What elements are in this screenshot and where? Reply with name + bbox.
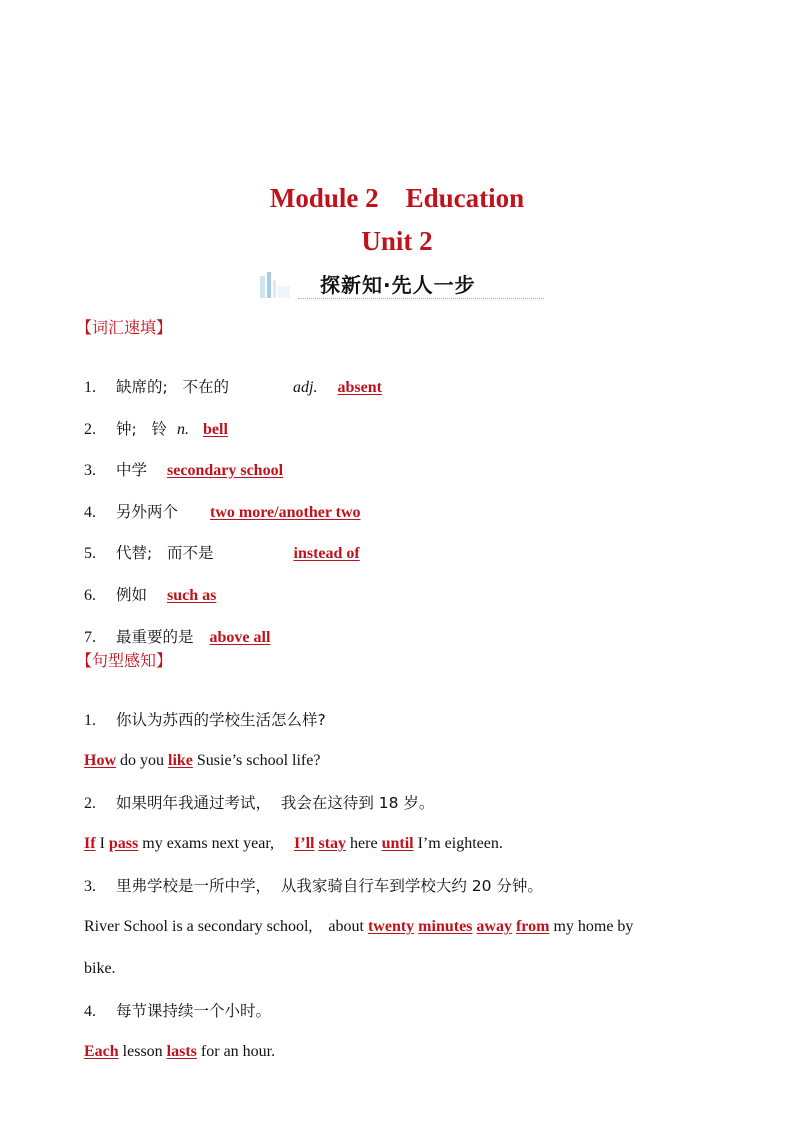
sentence-prompt — [76, 981, 271, 1022]
sentence-prompt — [76, 690, 326, 731]
answer: from — [515, 918, 550, 935]
sentence-text: I — [95, 835, 109, 852]
banner-bars-icon — [258, 270, 294, 298]
sentence-text: I’m eighteen. — [413, 835, 503, 852]
answer: stay — [318, 835, 347, 852]
sentence-chinese: 里弗学校是一所中学， 从我家骑自行车到学校大约 20 分钟。 — [116, 877, 543, 895]
answer: like — [168, 752, 193, 769]
item-number: 4. — [84, 504, 96, 521]
item-number: 6. — [84, 587, 96, 604]
sentence-text: my home by — [549, 918, 634, 935]
item-number: 4. — [84, 1003, 96, 1020]
sentence-text: River School is a secondary school, about — [84, 918, 368, 935]
sentence-text: for an hour. — [196, 1043, 276, 1060]
answer: Each — [84, 1043, 119, 1060]
item-chinese: 代替; 而不是 — [116, 544, 214, 562]
banner-text: 探新知·先人一步 — [320, 273, 476, 297]
sentence-text: here — [346, 835, 382, 852]
answer: bell — [203, 421, 228, 438]
section-banner — [258, 266, 548, 302]
item-chinese: 例如 — [116, 586, 148, 604]
sentence-prompt — [76, 856, 543, 897]
sentence-answer — [76, 1022, 275, 1062]
sentence-heading: 【句型感知】 — [76, 651, 173, 670]
sentence-text: bike. — [84, 960, 116, 977]
item-chinese: 中学 — [116, 461, 148, 479]
sentence-chinese: 如果明年我通过考试， 我会在这待到 18 岁。 — [116, 794, 435, 812]
vocab-item — [76, 357, 382, 398]
item-number: 2. — [84, 421, 96, 438]
sentence-answer-cont — [76, 939, 116, 979]
sentence-answer — [76, 897, 633, 937]
vocab-item — [76, 523, 360, 564]
part-of-speech: n. — [177, 421, 190, 438]
part-of-speech: adj. — [293, 379, 318, 396]
item-number: 1. — [84, 379, 96, 396]
answer: absent — [337, 379, 382, 396]
answer: twenty — [367, 918, 415, 935]
item-number: 7. — [84, 629, 96, 646]
module-title: Module 2 Education — [269, 183, 525, 213]
answer: How — [84, 752, 116, 769]
item-number: 1. — [84, 712, 96, 729]
sentence-answer — [76, 814, 503, 854]
item-number: 3. — [84, 462, 96, 479]
answer: until — [381, 835, 414, 852]
sentence-chinese: 你认为苏西的学校生活怎么样? — [116, 711, 326, 729]
vocab-item — [76, 440, 283, 481]
answer: lasts — [166, 1043, 197, 1060]
answer: I’ll — [294, 835, 315, 852]
answer: secondary school — [167, 462, 284, 479]
unit-title: Unit 2 — [361, 226, 433, 256]
sentence-answer — [76, 731, 320, 771]
answer: two more/another two — [210, 504, 361, 521]
answer: instead of — [293, 545, 360, 562]
sentence-text: Susie’s school life? — [192, 752, 321, 769]
item-chinese: 缺席的; 不在的 — [116, 378, 230, 396]
vocab-item — [76, 482, 361, 523]
item-chinese: 钟; 铃 — [116, 420, 168, 438]
item-number: 3. — [84, 878, 96, 895]
answer: such as — [167, 587, 217, 604]
item-number: 5. — [84, 545, 96, 562]
item-chinese: 另外两个 — [116, 503, 179, 521]
answer: away — [476, 918, 512, 935]
answer: minutes — [418, 918, 473, 935]
sentence-text: lesson — [118, 1043, 167, 1060]
item-chinese: 最重要的是 — [116, 628, 194, 646]
vocab-item — [76, 607, 270, 648]
item-number: 2. — [84, 795, 96, 812]
answer: above all — [209, 629, 271, 646]
sentence-text: my exams next year, — [138, 835, 295, 852]
vocab-item — [76, 399, 228, 440]
banner-underline — [298, 298, 544, 299]
sentence-prompt — [76, 773, 434, 814]
sentence-text: do you — [116, 752, 168, 769]
answer: pass — [108, 835, 139, 852]
answer: If — [84, 835, 96, 852]
vocab-heading: 【词汇速填】 — [76, 318, 173, 337]
vocab-item — [76, 565, 216, 606]
sentence-chinese: 每节课持续一个小时。 — [116, 1002, 272, 1020]
